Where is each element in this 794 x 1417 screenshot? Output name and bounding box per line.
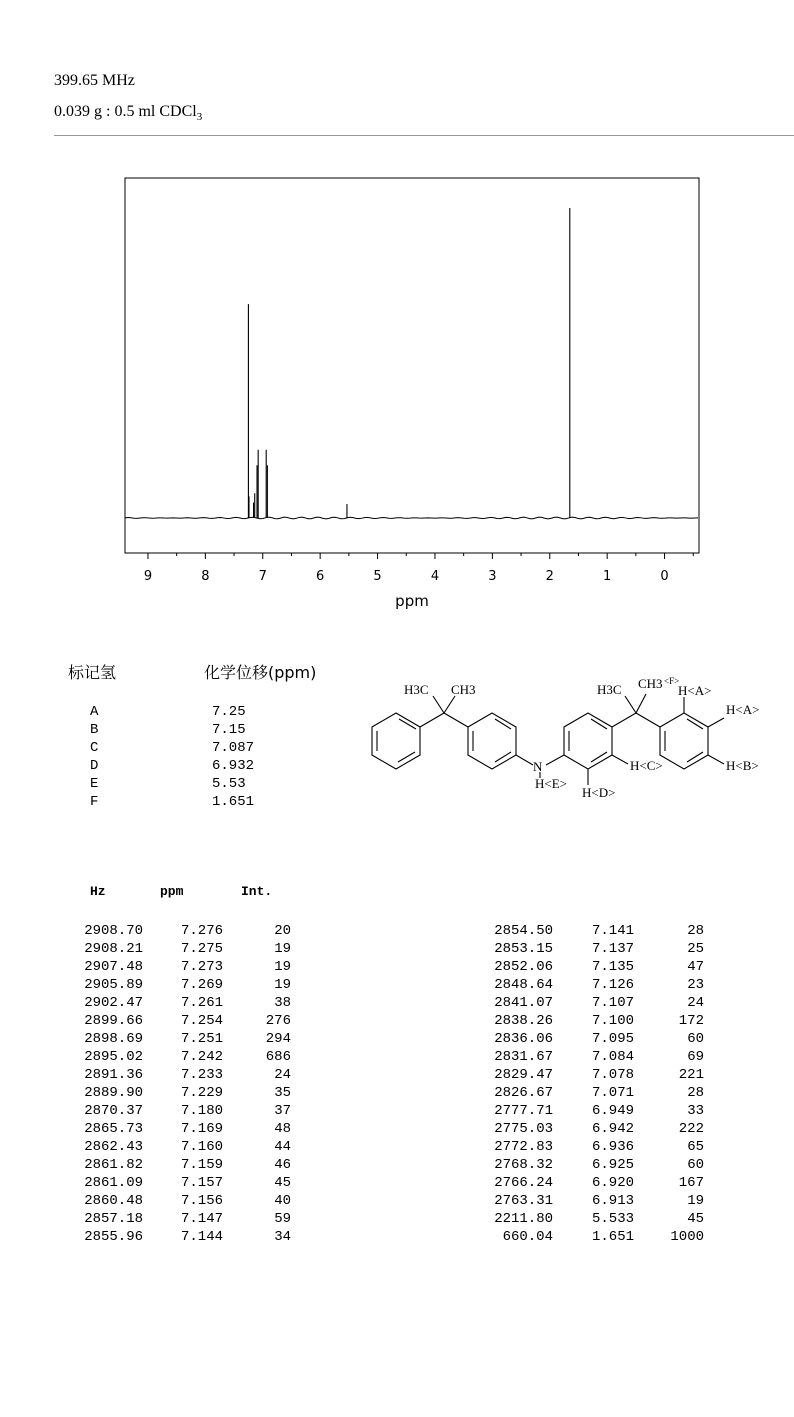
peak-int: 28 xyxy=(687,923,704,939)
assignment-row xyxy=(90,757,290,775)
peak-hz: 2775.03 xyxy=(494,1121,553,1137)
assignment-label: E xyxy=(90,776,99,792)
peak-hz: 660.04 xyxy=(502,1229,553,1245)
x-tick-label-0: 0 xyxy=(660,569,669,584)
peak-ppm: 7.137 xyxy=(591,941,634,957)
assignment-row xyxy=(90,793,290,811)
peak-hz: 2908.70 xyxy=(84,923,143,939)
peak-row xyxy=(0,1120,360,1138)
peak-int: 24 xyxy=(687,995,704,1011)
peak-ppm: 7.141 xyxy=(591,923,634,939)
peak-hz: 2889.90 xyxy=(84,1085,143,1101)
x-tick-label-6: 6 xyxy=(316,569,325,584)
peak-hz: 2831.67 xyxy=(494,1049,553,1065)
peak-hz: 2861.09 xyxy=(84,1175,143,1191)
peak-row xyxy=(400,1210,760,1228)
peak-hz: 2763.31 xyxy=(494,1193,553,1209)
peak-row xyxy=(400,1066,760,1084)
peak-int: 28 xyxy=(687,1085,704,1101)
assignment-label: F xyxy=(90,794,99,810)
assignment-shift: 5.53 xyxy=(212,776,246,792)
peak-hz: 2899.66 xyxy=(84,1013,143,1029)
peak-row xyxy=(400,1120,760,1138)
peak-int: 45 xyxy=(687,1211,704,1227)
peak-ppm: 1.651 xyxy=(591,1229,634,1245)
structure-bonds xyxy=(372,694,724,785)
peak-hz: 2826.67 xyxy=(494,1085,553,1101)
peak-ppm: 6.942 xyxy=(591,1121,634,1137)
peak-int: 46 xyxy=(274,1157,291,1173)
peak-row xyxy=(0,1084,360,1102)
peak-row xyxy=(0,1192,360,1210)
peak-ppm: 7.275 xyxy=(180,941,223,957)
peak-row xyxy=(400,1156,760,1174)
x-tick-label-1: 1 xyxy=(603,569,612,584)
peak-hz: 2905.89 xyxy=(84,977,143,993)
peak-int: 276 xyxy=(265,1013,291,1029)
label-right-h3c: H3C xyxy=(597,682,622,697)
peak-int: 60 xyxy=(687,1157,704,1173)
peak-int: 1000 xyxy=(670,1229,704,1245)
peak-hz: 2853.15 xyxy=(494,941,553,957)
peak-ppm: 7.078 xyxy=(591,1067,634,1083)
peak-row xyxy=(0,994,360,1012)
peak-int: 34 xyxy=(274,1229,291,1245)
peak-hz: 2777.71 xyxy=(494,1103,553,1119)
peak-int: 60 xyxy=(687,1031,704,1047)
peak-int: 20 xyxy=(274,923,291,939)
assignment-label: C xyxy=(90,740,99,756)
peak-int: 686 xyxy=(265,1049,291,1065)
peak-ppm: 6.936 xyxy=(591,1139,634,1155)
assignment-row xyxy=(90,775,290,793)
peak-row xyxy=(400,1012,760,1030)
sample-subscript: 3 xyxy=(196,111,203,123)
peak-ppm: 7.144 xyxy=(180,1229,223,1245)
peak-row xyxy=(400,958,760,976)
peak-int: 40 xyxy=(274,1193,291,1209)
peak-int: 35 xyxy=(274,1085,291,1101)
peak-row xyxy=(0,922,360,940)
label-f: <F> xyxy=(664,676,680,686)
assignment-shift: 7.087 xyxy=(212,740,255,756)
peak-ppm: 7.269 xyxy=(180,977,223,993)
peak-row xyxy=(0,1156,360,1174)
peak-int: 25 xyxy=(687,941,704,957)
peak-int: 44 xyxy=(274,1139,291,1155)
peak-int: 45 xyxy=(274,1175,291,1191)
assignment-label: A xyxy=(90,704,99,720)
label-h-e: H<E> xyxy=(535,776,567,791)
peak-hz: 2898.69 xyxy=(84,1031,143,1047)
peak-int: 167 xyxy=(678,1175,704,1191)
peak-row xyxy=(400,1228,760,1246)
assignment-label: B xyxy=(90,722,99,738)
structure-atom-labels xyxy=(404,676,759,800)
label-left-ch3: CH3 xyxy=(451,682,476,697)
peak-ppm: 7.147 xyxy=(180,1211,223,1227)
assignment-row xyxy=(90,739,290,757)
peak-ppm: 7.180 xyxy=(180,1103,223,1119)
peak-row xyxy=(400,940,760,958)
peak-row xyxy=(0,1174,360,1192)
peak-ppm: 7.159 xyxy=(180,1157,223,1173)
label-h-c: H<C> xyxy=(630,758,663,773)
peak-ppm: 7.229 xyxy=(180,1085,223,1101)
label-h-a-1: H<A> xyxy=(678,683,712,698)
peak-ppm: 7.126 xyxy=(591,977,634,993)
assignment-shift: 6.932 xyxy=(212,758,255,774)
peak-int: 19 xyxy=(274,941,291,957)
label-nitrogen: N xyxy=(533,759,543,774)
x-axis-tick-labels xyxy=(144,569,669,584)
peak-ppm: 7.254 xyxy=(180,1013,223,1029)
peak-ppm: 7.157 xyxy=(180,1175,223,1191)
peak-int: 19 xyxy=(687,1193,704,1209)
peak-ppm: 7.276 xyxy=(180,923,223,939)
peak-ppm: 6.913 xyxy=(591,1193,634,1209)
peak-hz: 2211.80 xyxy=(494,1211,553,1227)
peak-row xyxy=(0,1030,360,1048)
label-h-a-2: H<A> xyxy=(726,702,760,717)
x-axis-label: ppm xyxy=(395,592,429,610)
peak-int: 47 xyxy=(687,959,704,975)
sample-text: 0.039 g : 0.5 ml CDCl xyxy=(54,103,197,120)
assignment-table xyxy=(90,703,290,811)
peak-ppm: 7.135 xyxy=(591,959,634,975)
peak-ppm: 7.273 xyxy=(180,959,223,975)
peak-row xyxy=(400,1138,760,1156)
peak-row xyxy=(0,1048,360,1066)
peak-row xyxy=(400,994,760,1012)
peak-hz: 2860.48 xyxy=(84,1193,143,1209)
peak-row xyxy=(0,976,360,994)
peak-hz: 2848.64 xyxy=(494,977,553,993)
x-tick-label-3: 3 xyxy=(488,569,497,584)
assignment-row xyxy=(90,703,290,721)
peak-hz: 2829.47 xyxy=(494,1067,553,1083)
assignment-label: D xyxy=(90,758,99,774)
peak-row xyxy=(0,1228,360,1246)
peak-hz: 2841.07 xyxy=(494,995,553,1011)
spectrometer-frequency: 399.65 MHz xyxy=(54,72,135,89)
peak-table-header xyxy=(0,884,794,904)
assignment-header-label: 标记氢 xyxy=(68,663,117,682)
peak-row xyxy=(400,1048,760,1066)
peak-int: 294 xyxy=(265,1031,291,1047)
peak-hz: 2768.32 xyxy=(494,1157,553,1173)
peak-hz: 2870.37 xyxy=(84,1103,143,1119)
peak-table-right xyxy=(400,922,760,1246)
peak-row xyxy=(0,1066,360,1084)
peak-header-1: ppm xyxy=(160,884,184,899)
peak-hz: 2907.48 xyxy=(84,959,143,975)
peak-ppm: 7.156 xyxy=(180,1193,223,1209)
peak-row xyxy=(0,958,360,976)
label-left-h3c: H3C xyxy=(404,682,429,697)
peak-hz: 2857.18 xyxy=(84,1211,143,1227)
peak-ppm: 7.242 xyxy=(180,1049,223,1065)
label-right-ch3: CH3 xyxy=(638,676,663,691)
peak-hz: 2854.50 xyxy=(494,923,553,939)
peak-ppm: 6.925 xyxy=(591,1157,634,1173)
x-tick-label-4: 4 xyxy=(430,569,440,584)
peak-int: 33 xyxy=(687,1103,704,1119)
peak-ppm: 7.084 xyxy=(591,1049,634,1065)
peak-row xyxy=(400,976,760,994)
x-tick-label-5: 5 xyxy=(373,569,382,584)
plot-frame xyxy=(125,178,699,553)
assignment-shift: 1.651 xyxy=(212,794,255,810)
peak-row xyxy=(0,1012,360,1030)
peak-row xyxy=(400,1174,760,1192)
assignment-shift: 7.25 xyxy=(212,704,246,720)
peak-row xyxy=(400,1084,760,1102)
peak-header-0: Hz xyxy=(90,884,106,899)
peak-hz: 2855.96 xyxy=(84,1229,143,1245)
peak-int: 65 xyxy=(687,1139,704,1155)
spectrum-baseline xyxy=(125,517,698,519)
peak-ppm: 5.533 xyxy=(591,1211,634,1227)
peak-table-left xyxy=(0,922,360,1246)
label-h-d: H<D> xyxy=(582,785,616,800)
peak-hz: 2766.24 xyxy=(494,1175,553,1191)
peak-int: 59 xyxy=(274,1211,291,1227)
peak-hz: 2908.21 xyxy=(84,941,143,957)
peak-int: 172 xyxy=(678,1013,704,1029)
peak-int: 19 xyxy=(274,959,291,975)
peak-row xyxy=(0,940,360,958)
assignment-header-shift: 化学位移(ppm) xyxy=(204,663,317,682)
peak-int: 37 xyxy=(274,1103,291,1119)
nmr-spectrum-chart xyxy=(0,0,794,620)
peak-ppm: 6.949 xyxy=(591,1103,634,1119)
peak-ppm: 6.920 xyxy=(591,1175,634,1191)
peak-int: 24 xyxy=(274,1067,291,1083)
peak-int: 222 xyxy=(678,1121,704,1137)
x-tick-label-8: 8 xyxy=(201,569,210,584)
x-tick-label-7: 7 xyxy=(258,569,267,584)
peak-hz: 2772.83 xyxy=(494,1139,553,1155)
peak-ppm: 7.107 xyxy=(591,995,634,1011)
peak-row xyxy=(0,1210,360,1228)
peak-ppm: 7.251 xyxy=(180,1031,223,1047)
x-tick-label-9: 9 xyxy=(143,569,153,584)
assignment-shift: 7.15 xyxy=(212,722,246,738)
spectrum-peaks xyxy=(248,208,569,518)
peak-int: 221 xyxy=(678,1067,704,1083)
peak-hz: 2838.26 xyxy=(494,1013,553,1029)
peak-hz: 2895.02 xyxy=(84,1049,143,1065)
peak-hz: 2862.43 xyxy=(84,1139,143,1155)
peak-ppm: 7.169 xyxy=(180,1121,223,1137)
peak-hz: 2852.06 xyxy=(494,959,553,975)
peak-row xyxy=(400,1102,760,1120)
peak-hz: 2836.06 xyxy=(494,1031,553,1047)
peak-ppm: 7.071 xyxy=(591,1085,634,1101)
peak-hz: 2902.47 xyxy=(84,995,143,1011)
label-h-b: H<B> xyxy=(726,758,759,773)
peak-row xyxy=(0,1102,360,1120)
peak-int: 48 xyxy=(274,1121,291,1137)
peak-ppm: 7.233 xyxy=(180,1067,223,1083)
x-axis-ticks xyxy=(148,553,693,559)
peak-ppm: 7.160 xyxy=(180,1139,223,1155)
peak-ppm: 7.095 xyxy=(591,1031,634,1047)
peak-row xyxy=(400,1192,760,1210)
peak-int: 38 xyxy=(274,995,291,1011)
x-tick-label-2: 2 xyxy=(545,569,554,584)
peak-int: 23 xyxy=(687,977,704,993)
peak-int: 69 xyxy=(687,1049,704,1065)
peak-int: 19 xyxy=(274,977,291,993)
peak-header-2: Int. xyxy=(241,884,273,899)
peak-ppm: 7.261 xyxy=(180,995,223,1011)
peak-row xyxy=(0,1138,360,1156)
peak-hz: 2861.82 xyxy=(84,1157,143,1173)
assignment-row xyxy=(90,721,290,739)
peak-row xyxy=(400,922,760,940)
peak-ppm: 7.100 xyxy=(591,1013,634,1029)
peak-row xyxy=(400,1030,760,1048)
peak-hz: 2891.36 xyxy=(84,1067,143,1083)
peak-hz: 2865.73 xyxy=(84,1121,143,1137)
